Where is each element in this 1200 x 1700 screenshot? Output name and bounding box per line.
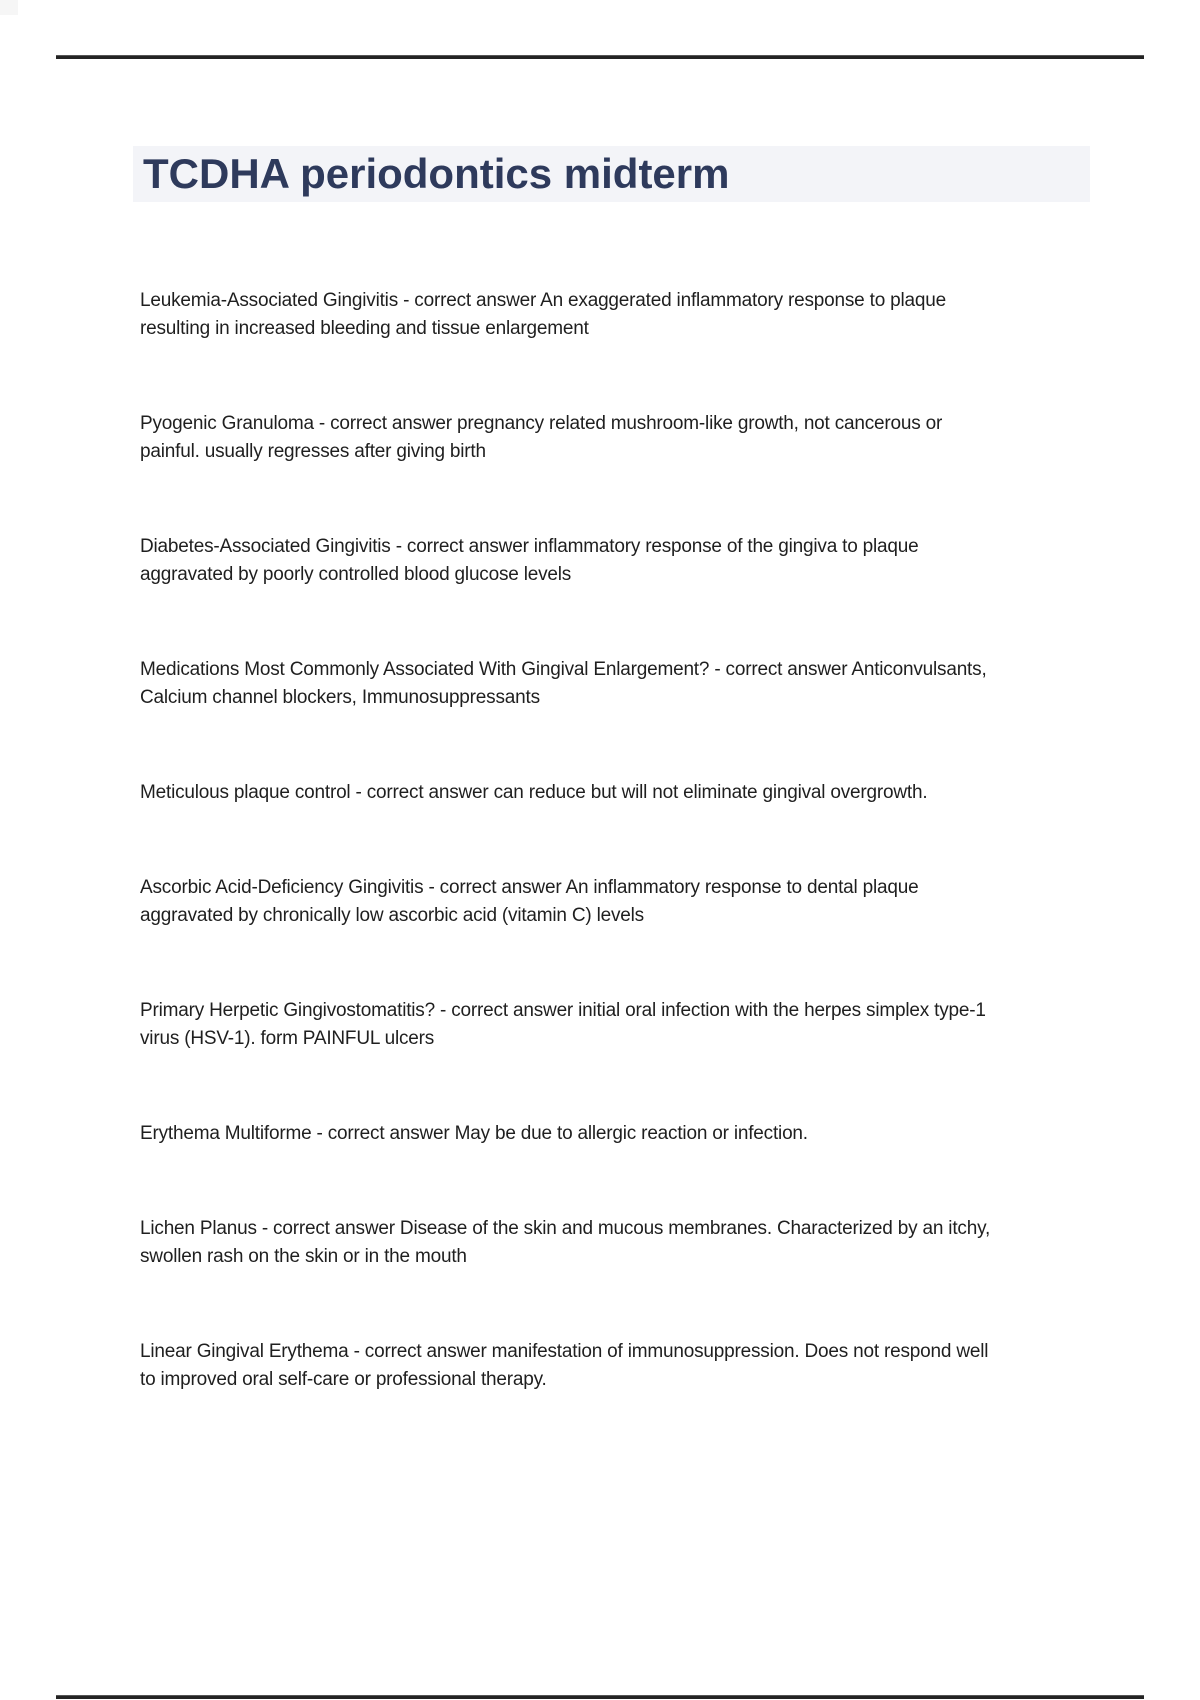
title-highlight-band [133, 146, 1090, 202]
qa-line: Medications Most Commonly Associated With Gingival Enlargement? - correct answer Anticonvulsants, [140, 659, 987, 680]
flashcard-entry [140, 656, 1160, 712]
qa-line: Primary Herpetic Gingivostomatitis? - correct answer initial oral infection with the herpes simplex type-1 [140, 1000, 986, 1021]
flashcard-entry [140, 1120, 1160, 1148]
qa-line: Calcium channel blockers, Immunosuppressants [140, 687, 540, 708]
qa-line: resulting in increased bleeding and tissue enlargement [140, 318, 589, 339]
qa-line: Leukemia-Associated Gingivitis - correct answer An exaggerated inflammatory response to plaque [140, 290, 947, 311]
bottom-divider [56, 1695, 1144, 1699]
flashcard-entry [140, 287, 1160, 343]
qa-line: aggravated by chronically low ascorbic acid (vitamin C) levels [140, 905, 644, 926]
qa-line: virus (HSV-1). form PAINFUL ulcers [140, 1028, 435, 1049]
qa-line: Diabetes-Associated Gingivitis - correct answer inflammatory response of the gingiva to plaque [140, 536, 919, 557]
qa-line: painful. usually regresses after giving birth [140, 441, 486, 462]
qa-line: Ascorbic Acid-Deficiency Gingivitis - correct answer An inflammatory response to dental plaque [140, 877, 919, 898]
qa-list [140, 287, 1160, 1461]
flashcard-entry [140, 410, 1160, 466]
qa-line: Linear Gingival Erythema - correct answer manifestation of immunosuppression. Does not respond well [140, 1341, 989, 1362]
page-title: TCDHA periodontics midterm [143, 150, 730, 197]
qa-line: aggravated by poorly controlled blood glucose levels [140, 564, 572, 585]
scan-artifact [0, 0, 18, 15]
flashcard-entry [140, 1215, 1160, 1271]
flashcard-entry [140, 533, 1160, 589]
flashcard-entry [140, 997, 1160, 1053]
qa-line: Lichen Planus - correct answer Disease of the skin and mucous membranes. Characterized by an itchy, [140, 1218, 991, 1239]
top-divider [56, 55, 1144, 59]
qa-line: Meticulous plaque control - correct answer can reduce but will not eliminate gingival overgrowth. [140, 782, 928, 803]
qa-line: Pyogenic Granuloma - correct answer pregnancy related mushroom-like growth, not cancerous or [140, 413, 943, 434]
qa-line: to improved oral self-care or professional therapy. [140, 1369, 547, 1390]
flashcard-entry [140, 874, 1160, 930]
flashcard-entry [140, 1338, 1160, 1394]
flashcard-entry [140, 779, 1160, 807]
qa-line: Erythema Multiforme - correct answer May be due to allergic reaction or infection. [140, 1123, 808, 1144]
qa-line: swollen rash on the skin or in the mouth [140, 1246, 467, 1267]
